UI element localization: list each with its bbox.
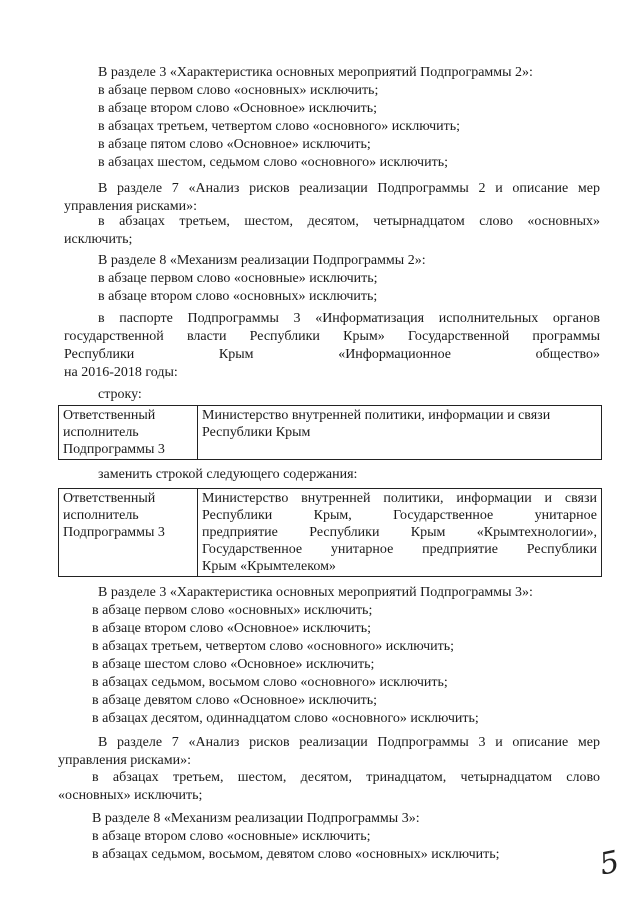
section2-heading-line2: управления рисками»: [64, 199, 198, 214]
section6-item-line2: «основных» исключить; [58, 788, 203, 803]
table-new-row [58, 488, 602, 577]
section2-item-line1: в абзацах третьем, шестом, десятом, четырнадцатом слово «основных» [98, 214, 600, 229]
table-old-right-cell: Министерство внутренней политики, информации и связи Республики Крым [198, 406, 602, 460]
section2-heading-line1: В разделе 7 «Анализ рисков реализации Подпрограммы 2 и описание мер [98, 181, 600, 196]
section6-item-line1: в абзацах третьем, шестом, десятом, тринадцатом, четырнадцатом слово [92, 770, 600, 785]
table-new-left-cell: Ответственный исполнитель Подпрограммы 3 [59, 489, 198, 577]
section5-item: в абзаце втором слово «Основное» исключить; [92, 621, 372, 636]
section3-heading: В разделе 8 «Механизм реализации Подпрограммы 2»: [98, 253, 426, 268]
section5-item: в абзацах седьмом, восьмом слово «основного» исключить; [92, 675, 448, 690]
section1-item: в абзаце пятом слово «Основное» исключить; [98, 137, 371, 152]
section3-item: в абзаце первом слово «основные» исключить; [98, 271, 378, 286]
section7-item: в абзаце втором слово «основные» исключить; [92, 829, 371, 844]
section1-item: в абзацах третьем, четвертом слово «основного» исключить; [98, 119, 461, 134]
section5-heading: В разделе 3 «Характеристика основных мероприятий Подпрограммы 3»: [98, 585, 533, 600]
section1-item: в абзаце втором слово «Основное» исключить; [98, 101, 378, 116]
section4-line2: государственной власти Республики Крым» Государственной программы [64, 329, 600, 344]
section5-item: в абзацах десятом, одиннадцатом слово «основного» исключить; [92, 711, 479, 726]
section4-line4: на 2016-2018 годы: [64, 365, 178, 380]
table-old-row [58, 405, 602, 460]
section6-heading-line1: В разделе 7 «Анализ рисков реализации Подпрограммы 3 и описание мер [98, 735, 600, 750]
section1-item: в абзацах шестом, седьмом слово «основного» исключить; [98, 155, 448, 170]
section1-item: в абзаце первом слово «основных» исключить; [98, 83, 379, 98]
table-old-left-cell: Ответственный исполнитель Подпрограммы 3 [59, 406, 198, 460]
page-number: 5 [596, 844, 623, 883]
section5-item: в абзацах третьем, четвертом слово «основного» исключить; [92, 639, 455, 654]
section5-item: в абзаце девятом слово «Основное» исключить; [92, 693, 377, 708]
section2-item-line2: исключить; [64, 232, 133, 247]
section4-line1: в паспорте Подпрограммы 3 «Информатизация исполнительных органов [98, 311, 600, 326]
replace-instruction: заменить строкой следующего содержания: [98, 467, 358, 482]
section5-item: в абзаце первом слово «основных» исключить; [92, 603, 373, 618]
table-new-right-cell: Министерство внутренней политики, информации и связи Республики Крым, Государственное унитарное предприятие Республики Крым «Крымтехнологии», Государственное унитарное предприятие Республики Крым «Крымтелеком» [198, 489, 602, 577]
section6-heading-line2: управления рисками»: [58, 753, 192, 768]
section3-item: в абзаце втором слово «основных» исключить; [98, 289, 378, 304]
section4-line3: Республики Крым «Информационное общество» [64, 347, 600, 362]
section7-item: в абзацах седьмом, восьмом, девятом слово «основных» исключить; [92, 847, 500, 862]
stroku-label: строку: [98, 387, 142, 402]
section5-item: в абзаце шестом слово «Основное» исключить; [92, 657, 375, 672]
section7-heading: В разделе 8 «Механизм реализации Подпрограммы 3»: [92, 811, 420, 826]
section1-heading: В разделе 3 «Характеристика основных мероприятий Подпрограммы 2»: [98, 65, 533, 80]
